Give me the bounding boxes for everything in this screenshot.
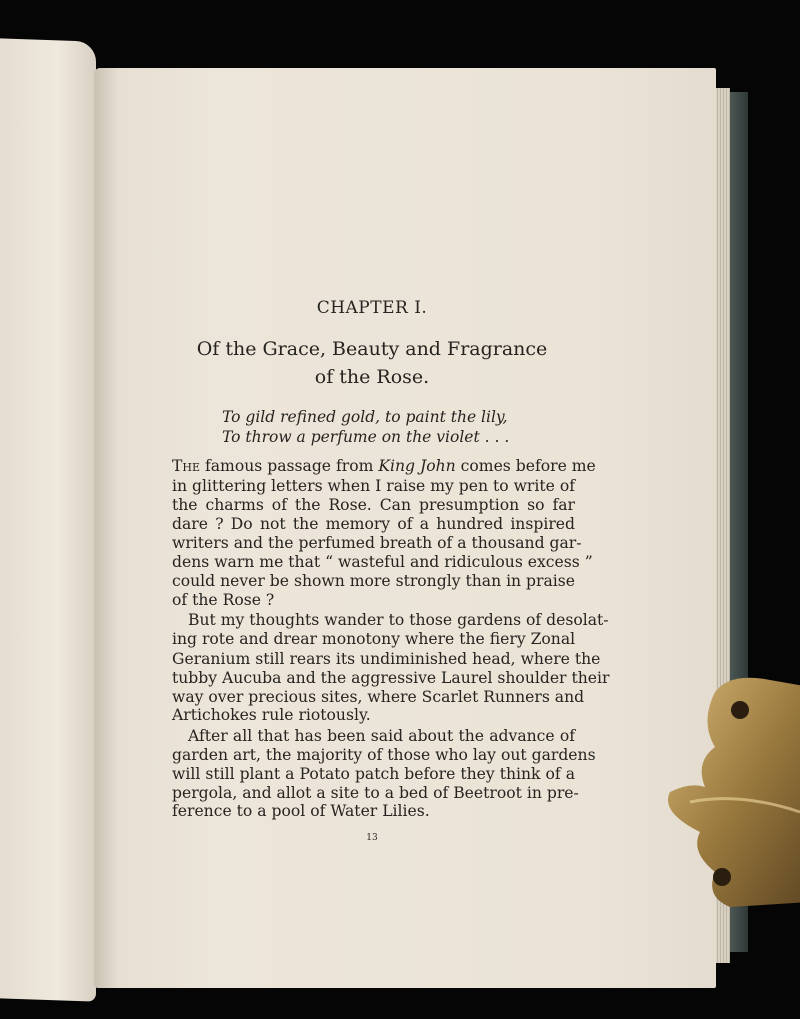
body-line: garden art, the majority of those who lay out gardens [172,746,596,764]
body-line: But my thoughts wander to those gardens of desolat- [188,611,609,629]
body-line: the charms of the Rose. Can presumption so far [172,496,575,514]
body-line: could never be shown more strongly than in praise [172,572,576,590]
body-line: of the Rose ? [172,591,275,609]
italic-title: King John [378,457,456,475]
body-line: ference to a pool of Water Lilies. [172,802,430,820]
body-line: dens warn me that “ wasteful and ridiculous excess ” [172,553,593,571]
chapter-heading: CHAPTER I. [316,298,428,318]
epigraph-line-2: To throw a perfume on the violet . . . [222,428,510,446]
body-line: Geranium still rears its undiminished head, where the [172,650,601,668]
drop-word: The [172,457,201,475]
body-line [172,457,596,475]
body-line: tubby Aucuba and the aggressive Laurel shoulder their [172,669,610,687]
page-number: 13 [366,833,378,843]
body-line: dare ? Do not the memory of a hundred inspired [172,515,575,533]
body-line: will still plant a Potato patch before they think of a [172,765,575,783]
body-text: famous passage from [200,457,379,475]
body-line: way over precious sites, where Scarlet Runners and [172,688,585,706]
body-line: pergola, and allot a site to a bed of Beetroot in pre- [172,784,579,802]
body-text: comes before me [455,457,596,475]
body-line: in glittering letters when I raise my pen to write of [172,477,575,495]
left-page [0,38,96,1001]
body-line: writers and the perfumed breath of a thousand gar- [172,534,582,552]
chapter-title-line-1: Of the Grace, Beauty and Fragrance [196,338,548,360]
body-line: After all that has been said about the advance of [188,727,575,745]
chapter-title-line-2: of the Rose. [314,366,430,388]
body-line: ing rote and drear monotony where the fiery Zonal [172,630,576,648]
epigraph-line-1: To gild refined gold, to paint the lily, [222,408,508,426]
body-line: Artichokes rule riotously. [172,706,371,724]
brass-clasp [660,672,800,912]
